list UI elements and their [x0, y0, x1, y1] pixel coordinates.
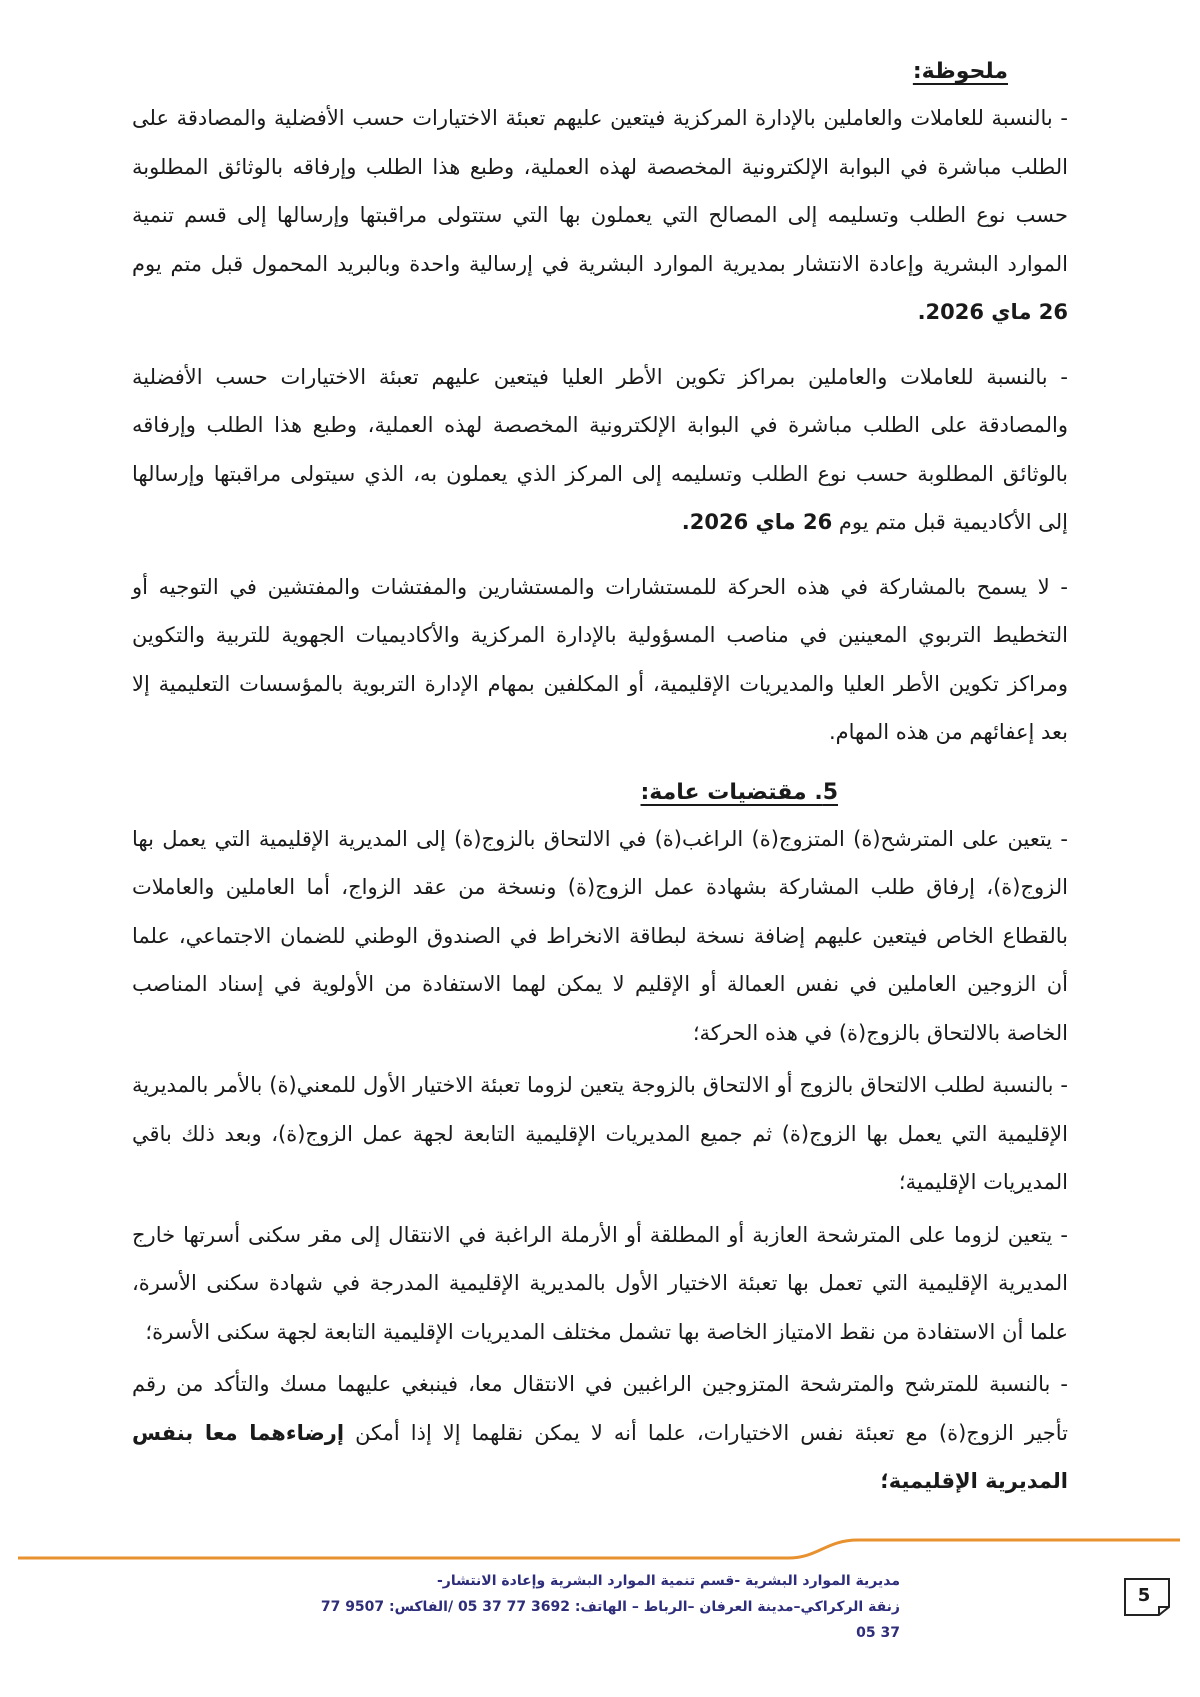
note-paragraph-1-text: - بالنسبة للعاملات والعاملين بالإدارة المركزية فيتعين عليهم تعبئة الاختيارات حسب الأفضلية والمصادقة على الطلب مباشرة في البوابة الإلكترونية المخصصة لهذه العملية، وطبع هذا الطلب وإرفاقه بالوثائق المطلوبة حسب نوع الطلب وتسليمه إلى المصالح التي يعملون بها التي ستتولى مراقبتها وإرسالها إلى قسم تنمية الموارد البشرية وإعادة الانتشار بمديرية الموارد البشرية في إرسالية واحدة وبالبريد المحمول قبل متم يوم [132, 106, 1068, 276]
note-paragraph-1-date: 26 ماي 2026. [917, 300, 1068, 324]
footer-address [300, 1568, 900, 1646]
page-body [132, 52, 1068, 1522]
general-paragraph-3: - يتعين لزوما على المترشحة العازبة أو المطلقة أو الأرملة الراغبة في الانتقال إلى مقر سكنى أسرتها خارج المديرية الإقليمية التي تعمل بها تعبئة الاختيار الأول بالمديرية الإقليمية المدرجة في شهادة سكنى الأسرة، علما أن الاستفادة من نقط الامتياز الخاصة بها تشمل مختلف المديريات الإقليمية التابعة لجهة سكنى الأسرة؛ [132, 1222, 1068, 1344]
general-paragraph-2: - بالنسبة لطلب الالتحاق بالزوج أو الالتحاق بالزوجة يتعين لزوما تعبئة الاختيار الأول للمعني(ة) بالأمر بالمديرية الإقليمية التي يعمل بها الزوج(ة) ثم جميع المديريات الإقليمية التابعة لجهة عمل الزوج(ة)، وبعد ذلك باقي المديريات الإقليمية؛ [132, 1073, 1068, 1194]
general-provisions-heading: 5. مقتضيات عامة: [640, 779, 838, 805]
note-heading: ملحوظة: [912, 59, 1008, 84]
note-paragraph-1 [132, 94, 1068, 337]
general-paragraph-4-text: - بالنسبة للمترشح والمترشحة المتزوجين الراغبين في الانتقال معا، فينبغي عليهما مسك والتأكد من رقم تأجير الزوج(ة) مع تعبئة نفس الاختيارات، علما أنه لا يمكن نقلهما إلا إذا أمكن [132, 1372, 1068, 1445]
page-number: 5 [1137, 1585, 1151, 1606]
note-paragraph-2-date: 26 ماي 2026. [681, 510, 833, 534]
note-paragraph-3: - لا يسمح بالمشاركة في هذه الحركة للمستشارات والمستشارين والمفتشات والمفتشين في التوجيه أو التخطيط التربوي المعينين في مناصب المسؤولية بالإدارة المركزية والأكاديميات الجهوية للتربية والتكوين ومراكز تكوين الأطر العليا والمديريات الإقليمية، أو المكلفين بمهام الإدارة التربوية بالمؤسسات التعليمية إلا بعد إعفائهم من هذه المهام. [132, 574, 1068, 744]
footer-line-2: زنقة الركراكي–مدينة العرفان –الرباط – الهاتف: 3692 77 37 05 /الفاكس: 9507 77 37 05 [320, 1599, 900, 1641]
note-paragraph-2 [132, 353, 1068, 547]
general-paragraph-1: - يتعين على المترشح(ة) المتزوج(ة) الراغب(ة) في الالتحاق بالزوج(ة) إلى المديرية الإقليمية التي يعمل بها الزوج(ة)، إرفاق طلب المشاركة بشهادة عمل الزوج(ة) ونسخة من عقد الزواج، أما العاملين والعاملات بالقطاع الخاص فيتعين عليهم إضافة نسخة لبطاقة الانخراط في الصندوق الوطني للضمان الاجتماعي، علما أن الزوجين العاملين في نفس العمالة أو الإقليم لا يمكن لهما الاستفادة من الأولوية في إسناد المناصب الخاصة بالالتحاق بالزوج(ة) في هذه الحركة؛ [132, 826, 1068, 1045]
note-paragraph-2-text: - بالنسبة للعاملات والعاملين بمراكز تكوين الأطر العليا فيتعين عليهم تعبئة الاختيارات حسب الأفضلية والمصادقة على الطلب مباشرة في البوابة الإلكترونية المخصصة لهذه العملية، وطبع هذا الطلب وإرفاقه بالوثائق المطلوبة حسب نوع الطلب وتسليمه إلى المركز الذي يعملون به، الذي سيتولى مراقبتها وإرسالها إلى الأكاديمية قبل متم يوم [132, 364, 1068, 534]
general-paragraph-4 [132, 1360, 1068, 1506]
footer-line-1: مديرية الموارد البشرية -قسم تنمية الموارد البشرية وإعادة الانتشار- [436, 1573, 900, 1589]
general-paragraph-4-bold: إرضاءهما معا بنفس المديرية الإقليمية؛ [132, 1420, 1068, 1493]
